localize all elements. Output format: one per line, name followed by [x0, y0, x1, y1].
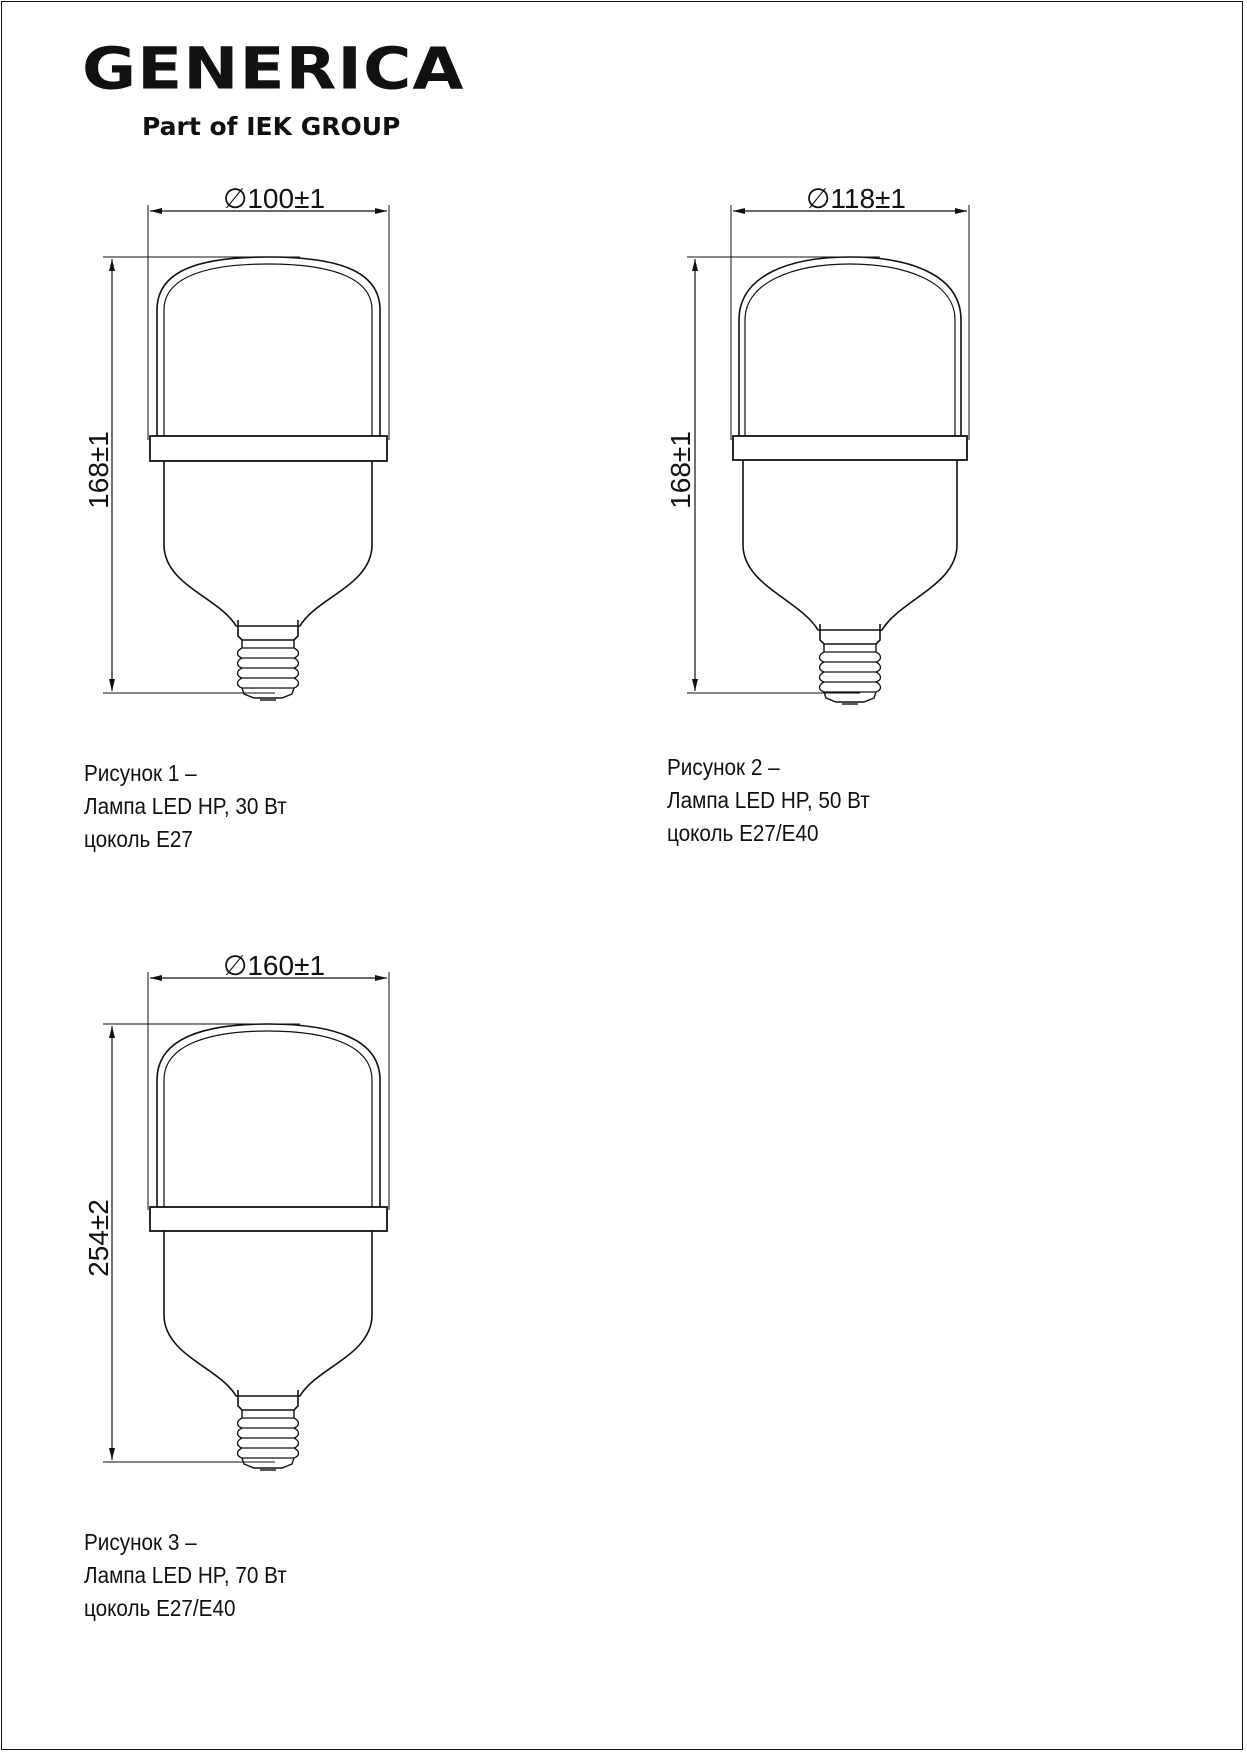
bulb-figure-1	[103, 205, 389, 700]
caption-line: Рисунок 2 –	[667, 754, 780, 780]
diameter-label-3: ∅160±1	[222, 950, 326, 981]
diameter-label-2: ∅118±1	[806, 183, 906, 214]
caption-line: Лампа LED HP, 30 Вт	[84, 793, 287, 819]
diameter-label-1: ∅100±1	[222, 183, 326, 214]
caption-line: цоколь E27	[84, 826, 193, 852]
height-label-2: 168±1	[665, 431, 696, 509]
bulb-figure-2	[687, 205, 969, 704]
figure-caption-2	[667, 751, 870, 850]
caption-line: цоколь E27/E40	[667, 820, 819, 846]
height-label-3: 254±2	[83, 1199, 114, 1277]
bulb-figure-3	[103, 972, 389, 1470]
caption-line: Лампа LED HP, 50 Вт	[667, 787, 870, 813]
caption-line: Рисунок 3 –	[84, 1529, 197, 1555]
caption-line: Рисунок 1 –	[84, 760, 197, 786]
caption-line: Лампа LED HP, 70 Вт	[84, 1562, 287, 1588]
brand-name: GENERICA	[82, 34, 465, 103]
figure-caption-3	[84, 1526, 287, 1625]
brand-subtitle: Part of IEK GROUP	[142, 112, 401, 141]
caption-line: цоколь E27/E40	[84, 1595, 236, 1621]
height-label-1: 168±1	[83, 431, 114, 509]
figure-caption-1	[84, 757, 287, 856]
